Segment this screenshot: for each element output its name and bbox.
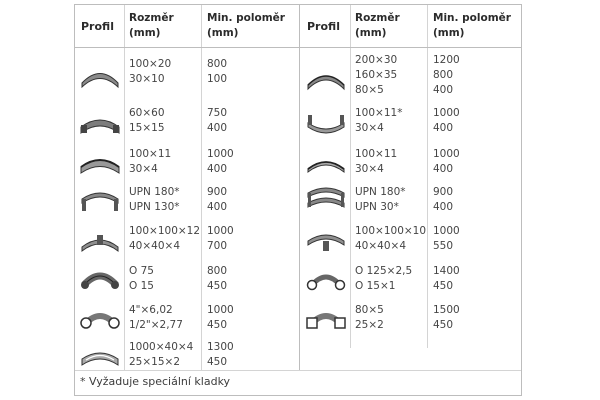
radius-value: 800 [207, 58, 228, 70]
size-value: 1000×40×4 [129, 341, 194, 353]
radius-value: 100 [207, 73, 228, 85]
radius-value: 750 [207, 107, 228, 119]
angle-in-profile-icon [304, 109, 348, 139]
size-value: 40×40×4 [355, 240, 406, 252]
footnote: * Vyžaduje speciální kladky [80, 375, 231, 388]
header-rozmer-right: Rozměr [355, 12, 400, 24]
radius-value: 1000 [433, 225, 460, 237]
size-value: 30×4 [355, 163, 384, 175]
radius-value: 700 [207, 240, 228, 252]
col-divider [427, 5, 428, 348]
radius-value: 1400 [433, 265, 460, 277]
angle-out-profile-icon [304, 147, 348, 177]
size-value: O 15 [129, 280, 154, 292]
radius-value: 800 [433, 69, 454, 81]
header-polomer-unit-right: (mm) [433, 27, 465, 39]
radius-value: 450 [433, 280, 454, 292]
header-profil-left: Profil [81, 20, 114, 33]
header-divider [75, 47, 521, 48]
size-value: 25×15×2 [129, 356, 180, 368]
square-tube-profile-icon [304, 303, 348, 333]
radius-value: 400 [207, 163, 228, 175]
u-channel-open-profile-icon [304, 185, 348, 215]
radius-value: 1000 [433, 148, 460, 160]
header-polomer-left: Min. poloměr [207, 12, 285, 24]
size-value: 1/2"×2,77 [129, 319, 183, 331]
size-value: 100×11* [355, 107, 403, 119]
round-tube-profile-icon [78, 303, 122, 333]
size-value: 30×10 [129, 73, 165, 85]
col-divider [350, 5, 351, 348]
col-divider [201, 5, 202, 370]
radius-value: 550 [433, 240, 454, 252]
radius-value: 1000 [207, 148, 234, 160]
radius-value: 1000 [433, 107, 460, 119]
radius-value: 400 [433, 122, 454, 134]
u-channel-profile-icon [78, 185, 122, 215]
table-center-divider [299, 5, 300, 370]
size-value: 100×20 [129, 58, 172, 70]
radius-value: 450 [433, 319, 454, 331]
size-value: 30×4 [129, 163, 158, 175]
radius-value: 1000 [207, 225, 234, 237]
radius-value: 1300 [207, 341, 234, 353]
flat-bar-profile-icon [78, 60, 122, 90]
size-value: 25×2 [355, 319, 384, 331]
size-value: 100×11 [129, 148, 172, 160]
header-rozmer-unit-right: (mm) [355, 27, 387, 39]
size-value: UPN 180* [355, 186, 406, 198]
header-profil-right: Profil [307, 20, 340, 33]
size-value: UPN 180* [129, 186, 180, 198]
size-value: 160×35 [355, 69, 398, 81]
radius-value: 400 [433, 84, 454, 96]
col-divider [124, 5, 125, 370]
size-value: 80×5 [355, 84, 384, 96]
radius-value: 800 [207, 265, 228, 277]
size-value: UPN 130* [129, 201, 180, 213]
t-profile-icon [78, 225, 122, 255]
radius-value: 1000 [207, 304, 234, 316]
flat-bar-edge-profile-icon [304, 63, 348, 93]
size-value: 40×40×4 [129, 240, 180, 252]
size-value: 100×11 [355, 148, 398, 160]
radius-value: 1500 [433, 304, 460, 316]
square-bar-profile-icon [78, 105, 122, 135]
size-value: O 75 [129, 265, 154, 277]
size-value: 100×100×12 [129, 225, 201, 237]
header-rozmer-left: Rozměr [129, 12, 174, 24]
radius-value: 450 [207, 356, 228, 368]
size-value: O 15×1 [355, 280, 396, 292]
radius-value: 400 [433, 163, 454, 175]
angle-profile-icon [78, 147, 122, 177]
header-rozmer-unit-left: (mm) [129, 27, 161, 39]
header-polomer-unit-left: (mm) [207, 27, 239, 39]
t-inverted-profile-icon [304, 225, 348, 255]
size-value: 15×15 [129, 122, 165, 134]
radius-value: 400 [207, 122, 228, 134]
radius-value: 1200 [433, 54, 460, 66]
profile-table [74, 4, 522, 396]
radius-value: 400 [433, 201, 454, 213]
size-value: 80×5 [355, 304, 384, 316]
size-value: 100×100×10 [355, 225, 427, 237]
round-tube-thin-profile-icon [304, 263, 348, 293]
radius-value: 450 [207, 280, 228, 292]
header-polomer-right: Min. poloměr [433, 12, 511, 24]
round-bar-profile-icon [78, 263, 122, 293]
size-value: UPN 30* [355, 201, 399, 213]
size-value: 4"×6,02 [129, 304, 173, 316]
size-value: 200×30 [355, 54, 398, 66]
radius-value: 400 [207, 201, 228, 213]
radius-value: 900 [433, 186, 454, 198]
size-value: O 125×2,5 [355, 265, 413, 277]
footnote-divider [75, 370, 521, 371]
size-value: 30×4 [355, 122, 384, 134]
radius-value: 900 [207, 186, 228, 198]
rect-tube-profile-icon [78, 341, 122, 371]
size-value: 60×60 [129, 107, 165, 119]
radius-value: 450 [207, 319, 228, 331]
